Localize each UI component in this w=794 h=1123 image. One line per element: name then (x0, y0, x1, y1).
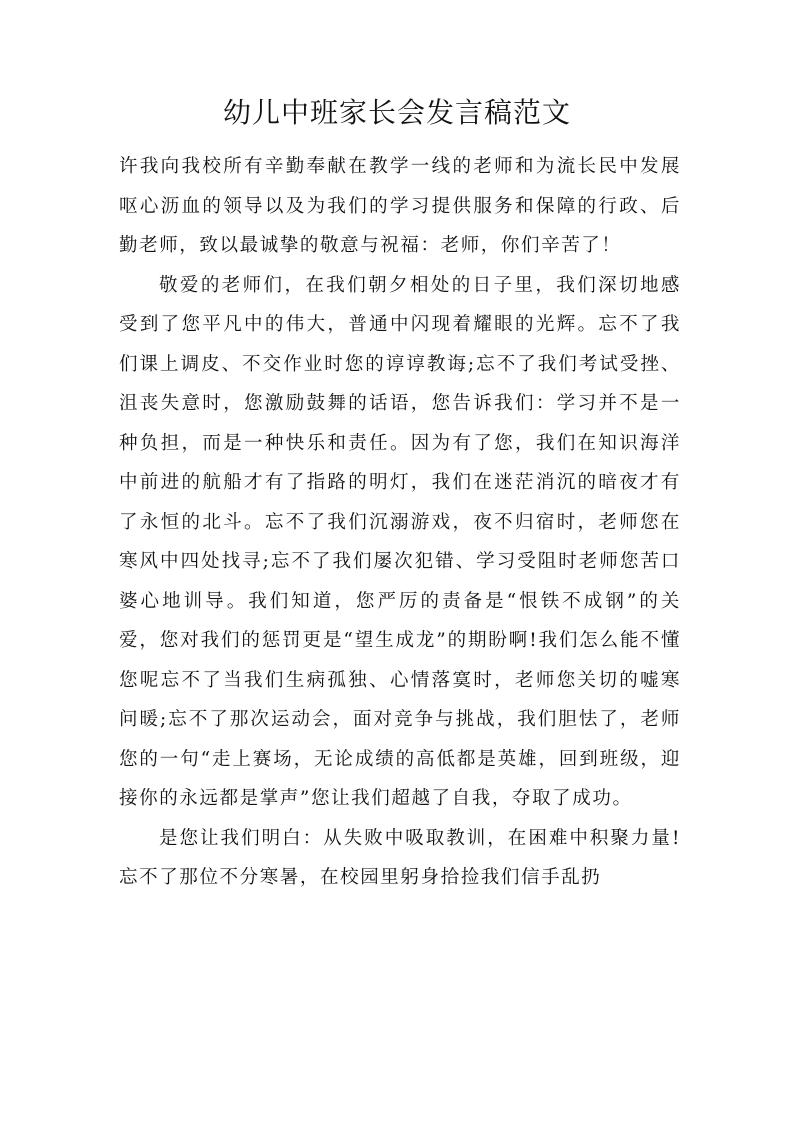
paragraph-3: 是您让我们明白：从失败中吸取教训，在困难中积聚力量!忘不了那位不分寒暑，在校园里躬身拾捡我们信手乱扔 (119, 827, 681, 888)
document-title: 幼儿中班家长会发言稿范文 (222, 96, 571, 129)
paragraph-1: 许我向我校所有辛勤奉献在教学一线的老师和为流长民中发展呕心沥血的领导以及为我们的学习提供服务和保障的行政、后勤老师，致以最诚挚的敬意与祝福：老师，你们辛苦了！ (119, 156, 681, 256)
document-body (119, 147, 681, 898)
paragraph-2: 敬爱的老师们，在我们朝夕相处的日子里，我们深切地感受到了您平凡中的伟大，普通中闪现着耀眼的光辉。忘不了我们课上调皮、不交作业时您的谆谆教诲;忘不了我们考试受挫、沮丧失意时，您激励鼓舞的话语，您告诉我们：学习并不是一种负担，而是一种快乐和责任。因为有了您，我们在知识海洋中前进的航船才有了指路的明灯，我们在迷茫消沉的暗夜才有了永恒的北斗。忘不了我们沉溺游戏，夜不归宿时，老师您在寒风中四处找寻;忘不了我们屡次犯错、学习受阻时老师您苦口婆心地训导。我们知道，您严厉的责备是“恨铁不成钢”的关爱，您对我们的惩罚更是“望生成龙”的期盼啊!我们怎么能不懂您呢忘不了当我们生病孤独、心情落寞时，老师您关切的嘘寒问暖;忘不了那次运动会，面对竞争与挑战，我们胆怯了，老师您的一句“走上赛场，无论成绩的高低都是英雄，回到班级，迎接你的永远都是掌声”您让我们超越了自我，夺取了成功。 (119, 274, 681, 809)
